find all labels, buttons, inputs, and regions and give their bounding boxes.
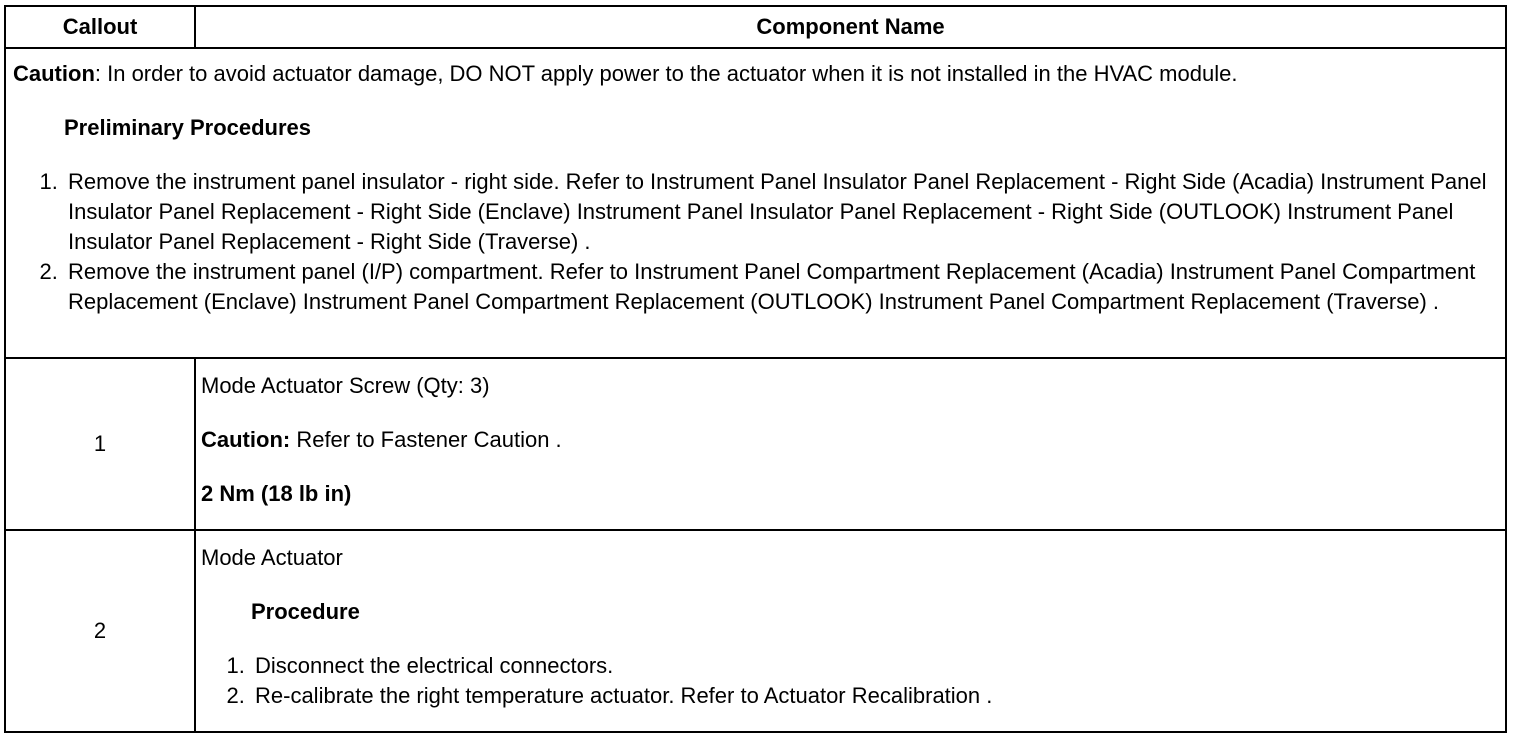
list-item: 2. Re-calibrate the right temperature actuator. Refer to Actuator Recalibration .: [251, 681, 1499, 711]
list-item: 2. Remove the instrument panel (I/P) compartment. Refer to Instrument Panel Compartment Replacement (Acadia) Instrument Panel Compartment Replacement (Enclave) Instrument Panel Compartment Replacement (OUTLOOK) Instrument Panel Compartment Replacement (Traverse) .: [64, 257, 1499, 317]
preliminary-steps-list: [13, 167, 1499, 317]
caution-note: [13, 59, 1499, 89]
callout-header: Callout: [5, 6, 195, 48]
component-cell: [195, 358, 1506, 530]
table-row: [5, 358, 1506, 530]
component-name: Mode Actuator Screw (Qty: 3): [201, 373, 490, 398]
caution-text: Refer to Fastener Caution .: [290, 427, 562, 452]
table-header-row: [5, 6, 1506, 48]
caution-text: : In order to avoid actuator damage, DO NOT apply power to the actuator when it is not installed in the HVAC module.: [94, 61, 1238, 86]
caution-label: Caution: [13, 61, 95, 86]
torque-spec: 2 Nm (18 lb in): [201, 481, 352, 506]
callout-cell: 1: [5, 358, 195, 530]
caution-label: Caution:: [201, 427, 291, 452]
preliminary-procedures-title: Preliminary Procedures: [64, 115, 312, 140]
list-item: 1. Disconnect the electrical connectors.: [251, 651, 1499, 681]
list-item: 1. Remove the instrument panel insulator - right side. Refer to Instrument Panel Insulator Panel Replacement - Right Side (Acadia) Instrument Panel Insulator Panel Replacement - Right Side (Enclave) Instrument Panel Insulator Panel Replacement - Right Side (OUTLOOK) Instrument Panel Insulator Panel Replacement - Right Side (Traverse) .: [64, 167, 1499, 257]
component-name-header: Component Name: [195, 6, 1506, 48]
component-table: [4, 5, 1507, 733]
procedure-steps-list: [201, 651, 1499, 711]
component-cell: [195, 530, 1506, 732]
fastener-caution: [201, 425, 1499, 455]
caution-note-row: [5, 48, 1506, 358]
component-name: Mode Actuator: [201, 545, 343, 570]
table-row: [5, 530, 1506, 732]
caution-note-cell: [5, 48, 1506, 358]
procedure-title: Procedure: [251, 599, 360, 624]
callout-cell: 2: [5, 530, 195, 732]
